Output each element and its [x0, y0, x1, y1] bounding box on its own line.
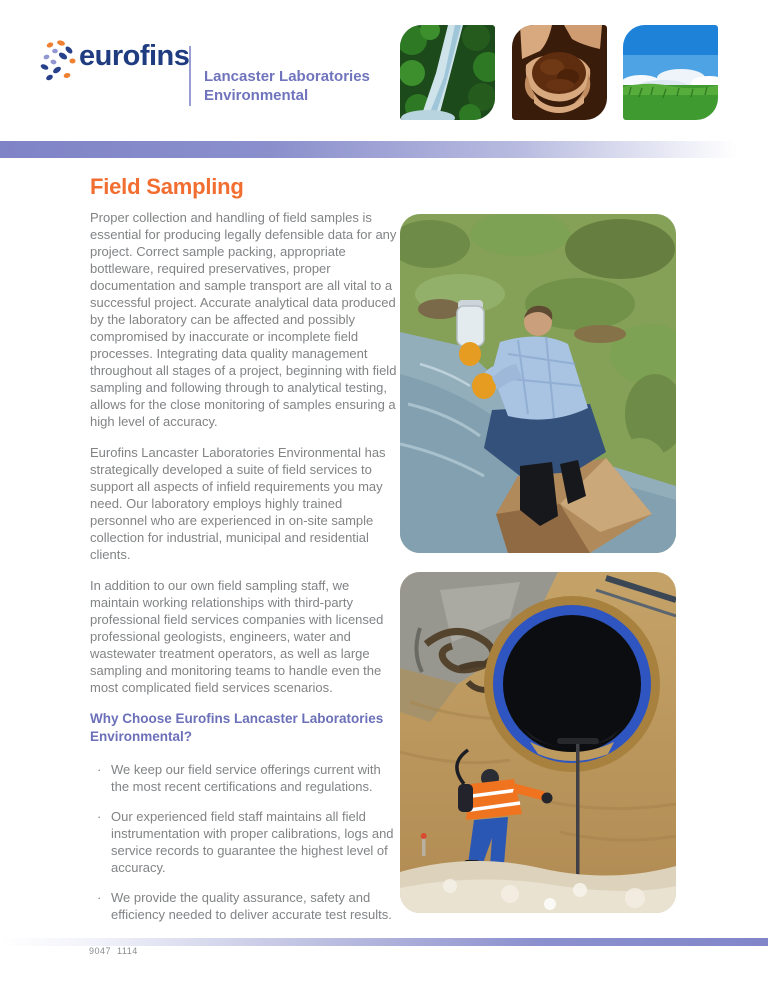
- waterfall-thumbnail-photo: [400, 25, 495, 120]
- soil-hands-thumbnail-photo: [512, 25, 607, 120]
- bullet-marker: ·: [97, 809, 102, 824]
- bullet-item-instrumentation: [90, 808, 398, 876]
- paragraph-partners: In addition to our own field sampling staff, we maintain working relationships with third-party professional field services companies with licensed professional geologists, engineers, water and wastewater treatment operators, as well as large sampling and monitoring teams to handle even the most complicated field services scenarios.: [90, 578, 384, 695]
- footer-accent-bar: [0, 938, 768, 946]
- bullet-item-quality: [90, 889, 398, 923]
- bullet-marker: ·: [97, 890, 102, 905]
- paragraph-intro: Proper collection and handling of field samples is essential for producing legally defensible data for any project. Correct sample packing, appropriate bottleware, required preservatives, proper documentation and sample transport are all vital to a successful project. Accurate analytical data produced by the laboratory can be affected and possibly compromised by inaccurate or incomplete field processes. Integrating data quality management throughout all stages of a project, beginning with field sampling and following through to analytical testing, allows for the close monitoring of samples ensuring a high level of accuracy.: [90, 210, 397, 429]
- grass-field-thumbnail-photo: [623, 25, 718, 120]
- document-number: 9047 1114: [89, 946, 138, 956]
- bullet-item-certifications: [90, 761, 398, 795]
- division-line1: Lancaster Laboratories: [204, 68, 370, 85]
- pipe-excavation-photo: [400, 572, 676, 913]
- logo-divider: [189, 46, 191, 106]
- why-choose-subheading: Why Choose Eurofins Lancaster Laboratories Environmental?: [90, 711, 384, 744]
- bullet-marker: ·: [97, 762, 102, 777]
- brand-wordmark: eurofins: [79, 40, 190, 72]
- division-line2: Environmental: [204, 87, 309, 104]
- header-accent-bar: [0, 141, 768, 158]
- division-name: [204, 67, 370, 105]
- page-title: Field Sampling: [90, 174, 244, 199]
- eurofins-pinwheel-icon: [40, 39, 77, 89]
- bullet-text: Our experienced field staff maintains all field instrumentation with proper calibrations, logs and service records to guarantee the highest level of accuracy.: [111, 809, 394, 875]
- bullet-text: We provide the quality assurance, safety and efficiency needed to deliver accurate test results.: [111, 890, 392, 922]
- paragraph-services: Eurofins Lancaster Laboratories Environmental has strategically developed a suite of field services to support all aspects of infield requirements you may need. Our laboratory employs highly trained personnel who are experienced in on-site sample collection for industrial, municipal and residential clients.: [90, 445, 386, 562]
- water-sampling-photo: [400, 214, 676, 553]
- body-copy: [90, 209, 398, 936]
- bullet-text: We keep our field service offerings current with the most recent certifications and regulations.: [111, 762, 381, 794]
